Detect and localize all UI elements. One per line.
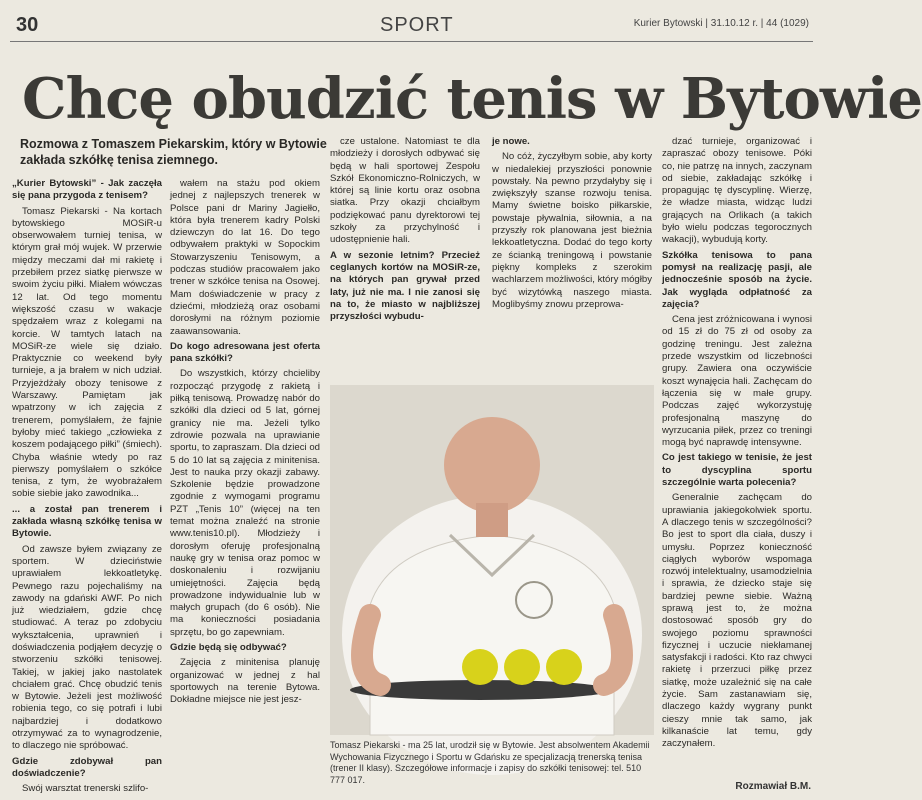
question-paragraph: Gdzie zdobywał pan doświadczenie? <box>12 755 162 779</box>
answer-paragraph: dzać turnieje, organizować i zapraszać obozy tenisowe. Póki co, nie patrzę na innych, zaczynam od siebie, zakładając szkółkę i propagując tę dyscyplinę. Wierzę, że władze miasta, widząc ludzi grających na Orlikach (a takich było wielu podczas tegorocznych wakacji), wybudują korty. <box>662 136 812 246</box>
author-credit: Rozmawiał B.M. <box>735 781 811 792</box>
answer-paragraph: Generalnie zachęcam do uprawiania jakiegokolwiek sportu. A dlaczego tenis w szczególności? Bo jest to sport dla ciała, duszy i umysłu. Poprzez konieczność ciągłych wyborów wspomaga rozwój intelektualny, usamodzielnia i sprawia, że dziecko staje się bardziej pewne siebie. Ważną sprawą jest to, że można dostosować sposób gry do swojego poziomu sprawności fizycznej i uczucie niekłamanej satysfakcji i radości. Kto raz chwyci rakietę i przerzuci piłkę przez siatkę, może uzależnić się na całe życie. Sam zastanawiam się, dlaczego każdy wygrany punkt cieszy mnie tak samo, jak kilkanaście lat temu, gdy zaczynałem. <box>662 492 812 750</box>
answer-paragraph: cze ustalone. Natomiast te dla młodzieży i dorosłych odbywać się będą w hali sportowej Zespołu Szkół Ekonomiczno-Rolniczych, w której są linie kortu oraz osobna siatka. Przy okazji chciałbym podziękować panu dyrektorowi tej szkoły za przychylność i udostępnienie hali. <box>330 136 480 246</box>
question-paragraph: Gdzie będą się odbywać? <box>170 641 287 653</box>
answer-paragraph: wałem na stażu pod okiem jednej z najlepszych trenerek w Polsce pani dr Mariny Jagiełło, która była trenerem kadry Polski dziewczyn do lat 16. Do tego odbywałem praktyki w Sopockim Stowarzyszeniu Tenisowym, a podczas studiów pracowałem jako trener w szkółce tenisa na Osowej. Mam doświadczenie w pracy z dziećmi, młodzieżą oraz osobami dorosłymi na różnym poziomie zaawansowania. <box>170 178 320 337</box>
article-lead: Rozmowa z Tomaszem Piekarskim, który w Bytowie zakłada szkółkę tenisa ziemnego. <box>20 137 327 167</box>
question-paragraph: „Kurier Bytowski” - Jak zaczęła się pana przygoda z tenisem? <box>12 178 162 202</box>
column-2 <box>170 178 320 788</box>
answer-paragraph: Do wszystkich, którzy chcieliby rozpocząć przygodę z rakietą i piłką tenisową. Prowadzę nabór do szkółki dla dzieci od 5 lat, górnej granicy nie ma. Jeżeli tylko zdrowie pozwala na uprawianie sportu, to zapraszam. Dla dzieci od 5 do 10 lat są zajęcia z minitenisa. Jest to nauka przy okazji zabawy. Szkolenie będzie prowadzone zgodnie z wymogami programu PZT „Tenis 10” (więcej na ten temat można znaleźć na stronie www.tenis10.pl). Młodzieży i dorosłym oferuję profesjonalną naukę gry w tenisa oraz pomoc w doskonaleniu i rozwijaniu umiejętności. Zajęcia będą prowadzone indywidualnie lub w małych grupach (do 6 osób). Nie ma konieczności posiadania sprzętu, bo go zapewniam. <box>170 368 320 638</box>
question-paragraph: ... a został pan trenerem i zakłada własną szkółkę tenisa w Bytowie. <box>12 503 162 540</box>
column-5 <box>662 136 812 776</box>
question-paragraph: A w sezonie letnim? Przecież ceglanych kortów na MOSiR-ze, na których pan grywał przed laty, już nie ma. I nie zanosi się na to, że miasto w najbliższej przyszłości wybudu- <box>330 249 480 323</box>
masthead: Kurier Bytowski | 31.10.12 r. | 44 (1029) <box>633 18 809 29</box>
question-paragraph: Szkółka tenisowa to pana pomysł na realizację pasji, ale jednocześnie sposób na życie. Jak wygląda odpłatność za zajęcia? <box>662 249 812 310</box>
question-paragraph: je nowe. <box>492 136 530 147</box>
answer-paragraph: Cena jest zróżnicowana i wynosi od 15 zł do 75 zł od osoby za godzinę treningu. Jest zależna przede wszystkim od liczebności grupy. Zawiera ona oczywiście koszt wynajęcia hali. Zachęcam do łączenia się w małe grupy. Podczas zajęć wykorzystuję profesjonalną maszynę do wyrzucania piłek, przez co treningi mogą być naprawdę intensywne. <box>662 314 812 449</box>
column-4 <box>492 136 652 381</box>
answer-paragraph: Tomasz Piekarski - Na kortach bytowskiego MOSiR-u obserwowałem turniej tenisa, w którym grał mój wujek. W przerwie między meczami dał mi rakietę i przebiłem przez siatkę pierwsze w swoim życiu piłki. Miałem wówczas 12 lat. Od tego momentu większość czasu w wakacje spędzałem wraz z kolegami na korcie. W tamtych latach na MOSiR-ze wiele się działo. Praktycznie co weekend były turnieje, a ja brałem w nich udział. Przyjeżdżały obozy tenisowe z Warszawy. Pamiętam jak wpatrzony w ich zajęcia z trenerem, pomyślałem, że fajnie byłoby mieć takiego „człowieka z koszem podającego piłki” (śmiech). Chyba właśnie wtedy po raz pierwszy pomyślałem o szkółce tenisa, z tym, że wyobrażałem sobie siebie jako zawodnika... <box>12 205 162 500</box>
tennis-player-illustration <box>330 385 654 735</box>
article-headline: Chcę obudzić tenis w Bytowie <box>22 66 922 132</box>
page-number: 30 <box>16 14 39 36</box>
page-header <box>0 0 823 44</box>
answer-paragraph: Zajęcia z minitenisa planuję organizować w jednej z hal sportowych na terenie Bytowa. Dokładne miejsce nie jest jesz- <box>170 657 320 706</box>
answer-paragraph: Swój warsztat trenerski szlifo- <box>22 783 149 795</box>
question-paragraph: Do kogo adresowana jest oferta pana szkółki? <box>170 340 320 365</box>
answer-paragraph: No cóż, życzyłbym sobie, aby korty w niedalekiej przyszłości ponownie powstały. Na pewno przydałyby się i zwiększyły szanse rozwoju tenisa. Mamy świetne boisko piłkarskie, powstaje pływalnia, siłownia, a na przyszły rok planowana jest bieżnia lekkoatletyczna. Dodać do tego korty ze ścianką treningową i powstanie piękny kompleks z szerokim wachlarzem możliwości, który mógłby być wizytówką naszego miasta. Moglibyśmy znowu przeprowa- <box>492 151 652 310</box>
answer-paragraph: Od zawsze byłem związany ze sportem. W dzieciństwie uprawiałem lekkoatletykę. Pewnego razu pojechaliśmy na zawody na gdański AWF. Po nich już wiedziałem, gdzie chcę studiować. A teraz po zdobyciu wykształcenia, uprawnień i doświadczenia podjąłem decyzję o stworzeniu szkółki tenisowej. Takiej, w jakiej jako nastolatek chciałem grać. Chcę obudzić tenis w Bytowie. Jeżeli jest możliwość robienia tego, co się potrafi i lubi najbardziej i dodatkowo otrzymywać za to wynagrodzenie, to dlaczego nie spróbować. <box>12 543 162 752</box>
column-3 <box>330 136 480 386</box>
header-rule <box>10 41 813 42</box>
portrait-photo <box>330 385 654 735</box>
question-paragraph: Co jest takiego w tenisie, że jest to dyscyplina sportu szczególnie warta polecenia? <box>662 452 812 489</box>
section-title: SPORT <box>380 14 454 36</box>
column-1 <box>12 178 162 795</box>
photo-caption: Tomasz Piekarski - ma 25 lat, urodził się w Bytowie. Jest absolwentem Akademii Wychowania Fizycznego i Sportu w Gdańsku ze specjalizacją trenerską tenisa (trener II klasy). Szczegółowe informacje i zapisy do szkółki tenisowej: tel. 510 777 017. <box>330 740 650 785</box>
